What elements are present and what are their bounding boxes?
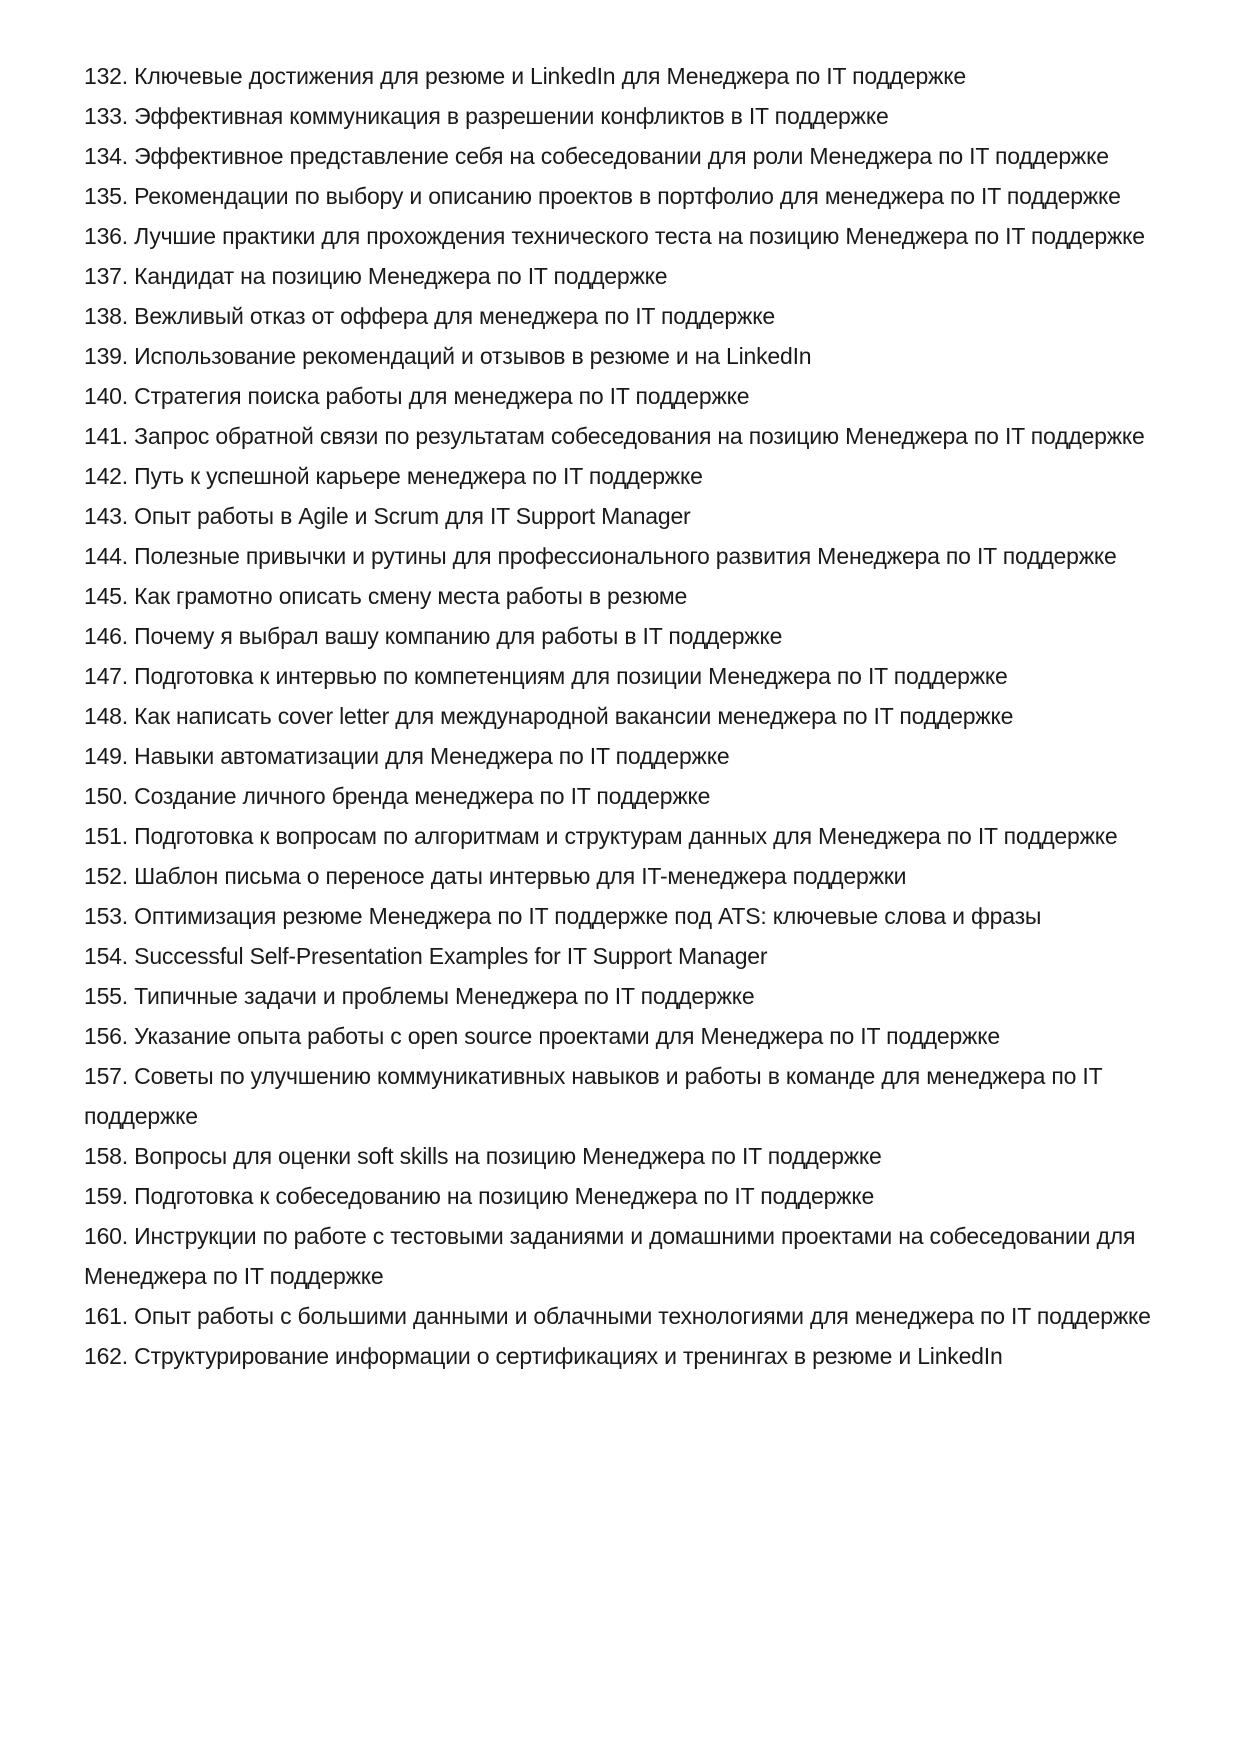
list-item-number: 139. bbox=[84, 343, 128, 369]
list-item-text: Подготовка к интервью по компетенциям для позиции Менеджера по IT поддержке bbox=[134, 663, 1008, 689]
list-item-number: 155. bbox=[84, 983, 128, 1009]
list-item-text: Стратегия поиска работы для менеджера по IT поддержке bbox=[134, 383, 750, 409]
list-item bbox=[84, 896, 1169, 936]
list-item bbox=[84, 856, 1169, 896]
list-item-number: 148. bbox=[84, 703, 128, 729]
list-item-number: 160. bbox=[84, 1223, 128, 1249]
list-item-number: 142. bbox=[84, 463, 128, 489]
list-item bbox=[84, 816, 1169, 856]
list-item-number: 154. bbox=[84, 943, 128, 969]
list-item bbox=[84, 656, 1169, 696]
list-item-number: 134. bbox=[84, 143, 128, 169]
list-item-number: 135. bbox=[84, 183, 128, 209]
list-item-number: 161. bbox=[84, 1303, 128, 1329]
list-item-text: Эффективная коммуникация в разрешении конфликтов в IT поддержке bbox=[134, 103, 889, 129]
list-item bbox=[84, 296, 1169, 336]
list-item bbox=[84, 696, 1169, 736]
list-item-text: Опыт работы в Agile и Scrum для IT Support Manager bbox=[134, 503, 691, 529]
list-item bbox=[84, 336, 1169, 376]
list-item-number: 143. bbox=[84, 503, 128, 529]
list-item bbox=[84, 56, 1169, 96]
list-item-number: 158. bbox=[84, 1143, 128, 1169]
list-item bbox=[84, 1176, 1169, 1216]
list-item-text: Навыки автоматизации для Менеджера по IT поддержке bbox=[134, 743, 730, 769]
list-item bbox=[84, 576, 1169, 616]
list-item-number: 153. bbox=[84, 903, 128, 929]
list-item-text: Лучшие практики для прохождения технического теста на позицию Менеджера по IT поддержке bbox=[134, 223, 1145, 249]
list-item-number: 141. bbox=[84, 423, 128, 449]
list-item-text: Опыт работы с большими данными и облачными технологиями для менеджера по IT поддержке bbox=[134, 1303, 1151, 1329]
list-item-text: Ключевые достижения для резюме и LinkedIn для Менеджера по IT поддержке bbox=[134, 63, 966, 89]
list-item bbox=[84, 456, 1169, 496]
list-item-number: 132. bbox=[84, 63, 128, 89]
list-item bbox=[84, 1136, 1169, 1176]
list-item bbox=[84, 256, 1169, 296]
list-item-text: Кандидат на позицию Менеджера по IT поддержке bbox=[134, 263, 668, 289]
list-item-text: Вежливый отказ от оффера для менеджера по IT поддержке bbox=[134, 303, 775, 329]
list-item bbox=[84, 976, 1169, 1016]
list-item-number: 145. bbox=[84, 583, 128, 609]
list-item bbox=[84, 176, 1169, 216]
list-item-number: 162. bbox=[84, 1343, 128, 1369]
list-item-text: Полезные привычки и рутины для профессионального развития Менеджера по IT поддержке bbox=[134, 543, 1117, 569]
list-item bbox=[84, 136, 1169, 176]
list-item-text: Шаблон письма о переносе даты интервью для IT-менеджера поддержки bbox=[134, 863, 907, 889]
list-item-text: Вопросы для оценки soft skills на позицию Менеджера по IT поддержке bbox=[134, 1143, 882, 1169]
list-item-number: 133. bbox=[84, 103, 128, 129]
list-item bbox=[84, 936, 1169, 976]
topic-list bbox=[84, 56, 1169, 1376]
list-item bbox=[84, 1016, 1169, 1056]
list-item-text: Инструкции по работе с тестовыми заданиями и домашними проектами на собеседовании для Менеджера по IT поддержке bbox=[84, 1223, 1136, 1289]
list-item bbox=[84, 216, 1169, 256]
list-item-number: 157. bbox=[84, 1063, 128, 1089]
list-item bbox=[84, 1216, 1169, 1296]
list-item-number: 151. bbox=[84, 823, 128, 849]
list-item-text: Подготовка к собеседованию на позицию Менеджера по IT поддержке bbox=[134, 1183, 875, 1209]
list-item-text: Successful Self-Presentation Examples for IT Support Manager bbox=[134, 943, 768, 969]
list-item bbox=[84, 376, 1169, 416]
list-item-text: Запрос обратной связи по результатам собеседования на позицию Менеджера по IT поддержке bbox=[134, 423, 1145, 449]
list-item-number: 159. bbox=[84, 1183, 128, 1209]
list-item-text: Оптимизация резюме Менеджера по IT поддержке под ATS: ключевые слова и фразы bbox=[134, 903, 1042, 929]
list-item-text: Эффективное представление себя на собеседовании для роли Менеджера по IT поддержке bbox=[134, 143, 1109, 169]
list-item-text: Использование рекомендаций и отзывов в резюме и на LinkedIn bbox=[134, 343, 812, 369]
list-item-text: Подготовка к вопросам по алгоритмам и структурам данных для Менеджера по IT поддержке bbox=[134, 823, 1118, 849]
list-item-number: 138. bbox=[84, 303, 128, 329]
list-item-number: 150. bbox=[84, 783, 128, 809]
list-item-text: Создание личного бренда менеджера по IT поддержке bbox=[134, 783, 711, 809]
list-item-text: Указание опыта работы с open source проектами для Менеджера по IT поддержке bbox=[134, 1023, 1000, 1049]
list-item bbox=[84, 776, 1169, 816]
list-item bbox=[84, 1056, 1169, 1136]
list-item-text: Типичные задачи и проблемы Менеджера по IT поддержке bbox=[134, 983, 755, 1009]
list-item-number: 136. bbox=[84, 223, 128, 249]
list-item bbox=[84, 736, 1169, 776]
list-item bbox=[84, 536, 1169, 576]
list-item-number: 146. bbox=[84, 623, 128, 649]
list-item-text: Структурирование информации о сертификациях и тренингах в резюме и LinkedIn bbox=[134, 1343, 1003, 1369]
list-item bbox=[84, 1296, 1169, 1336]
list-item-number: 140. bbox=[84, 383, 128, 409]
list-item-text: Рекомендации по выбору и описанию проектов в портфолио для менеджера по IT поддержке bbox=[134, 183, 1121, 209]
list-item-number: 147. bbox=[84, 663, 128, 689]
list-item bbox=[84, 496, 1169, 536]
list-item-text: Как грамотно описать смену места работы в резюме bbox=[134, 583, 688, 609]
list-item-text: Почему я выбрал вашу компанию для работы в IT поддержке bbox=[134, 623, 783, 649]
list-item-text: Советы по улучшению коммуникативных навыков и работы в команде для менеджера по IT поддержке bbox=[84, 1063, 1103, 1129]
list-item bbox=[84, 1336, 1169, 1376]
list-item-number: 156. bbox=[84, 1023, 128, 1049]
list-item-number: 137. bbox=[84, 263, 128, 289]
list-item-number: 144. bbox=[84, 543, 128, 569]
list-item bbox=[84, 96, 1169, 136]
list-item-text: Как написать cover letter для международной вакансии менеджера по IT поддержке bbox=[134, 703, 1014, 729]
list-item bbox=[84, 616, 1169, 656]
list-item bbox=[84, 416, 1169, 456]
list-item-text: Путь к успешной карьере менеджера по IT поддержке bbox=[134, 463, 703, 489]
list-item-number: 149. bbox=[84, 743, 128, 769]
list-item-number: 152. bbox=[84, 863, 128, 889]
